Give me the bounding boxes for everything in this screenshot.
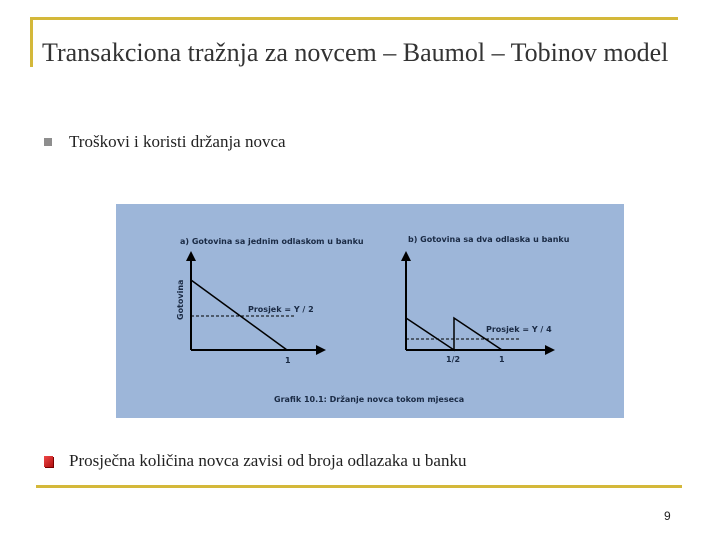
panel-a-x-tick-1: 1 bbox=[285, 356, 291, 365]
panel-b-title: b) Gotovina sa dva odlaska u banku bbox=[408, 235, 570, 244]
title-frame-left-rule bbox=[30, 17, 33, 67]
figure-svg bbox=[116, 204, 624, 418]
slide-title: Transakciona tražnja za novcem – Baumol – Tobinov model bbox=[42, 38, 669, 67]
panel-a-average-label: Prosjek = Y / 2 bbox=[248, 305, 314, 314]
bullet-text-1: Troškovi i koristi držanja novca bbox=[69, 132, 286, 151]
footer-rule bbox=[36, 485, 682, 488]
bullet-item-2 bbox=[44, 451, 466, 471]
panel-a-cash-line bbox=[191, 280, 287, 350]
page-number: 9 bbox=[664, 509, 671, 523]
bullet-text-2: Prosječna količina novca zavisi od broja odlazaka u banku bbox=[69, 451, 467, 470]
red-bullet-icon bbox=[44, 456, 53, 467]
bullet-item-1 bbox=[44, 132, 286, 152]
figure-cash-holding bbox=[116, 204, 624, 418]
panel-a-y-label: Gotovina bbox=[176, 279, 185, 320]
title-frame-top-rule bbox=[30, 17, 678, 20]
panel-a-title: a) Gotovina sa jednim odlaskom u banku bbox=[180, 237, 364, 246]
square-bullet-icon bbox=[44, 138, 52, 146]
panel-b-x-tick-1: 1 bbox=[499, 355, 505, 364]
figure-caption: Grafik 10.1: Držanje novca tokom mjeseca bbox=[274, 395, 465, 404]
panel-b-cash-line bbox=[406, 318, 502, 350]
panel-b-x-tick-half: 1/2 bbox=[446, 355, 461, 364]
panel-b-average-label: Prosjek = Y / 4 bbox=[486, 325, 552, 334]
